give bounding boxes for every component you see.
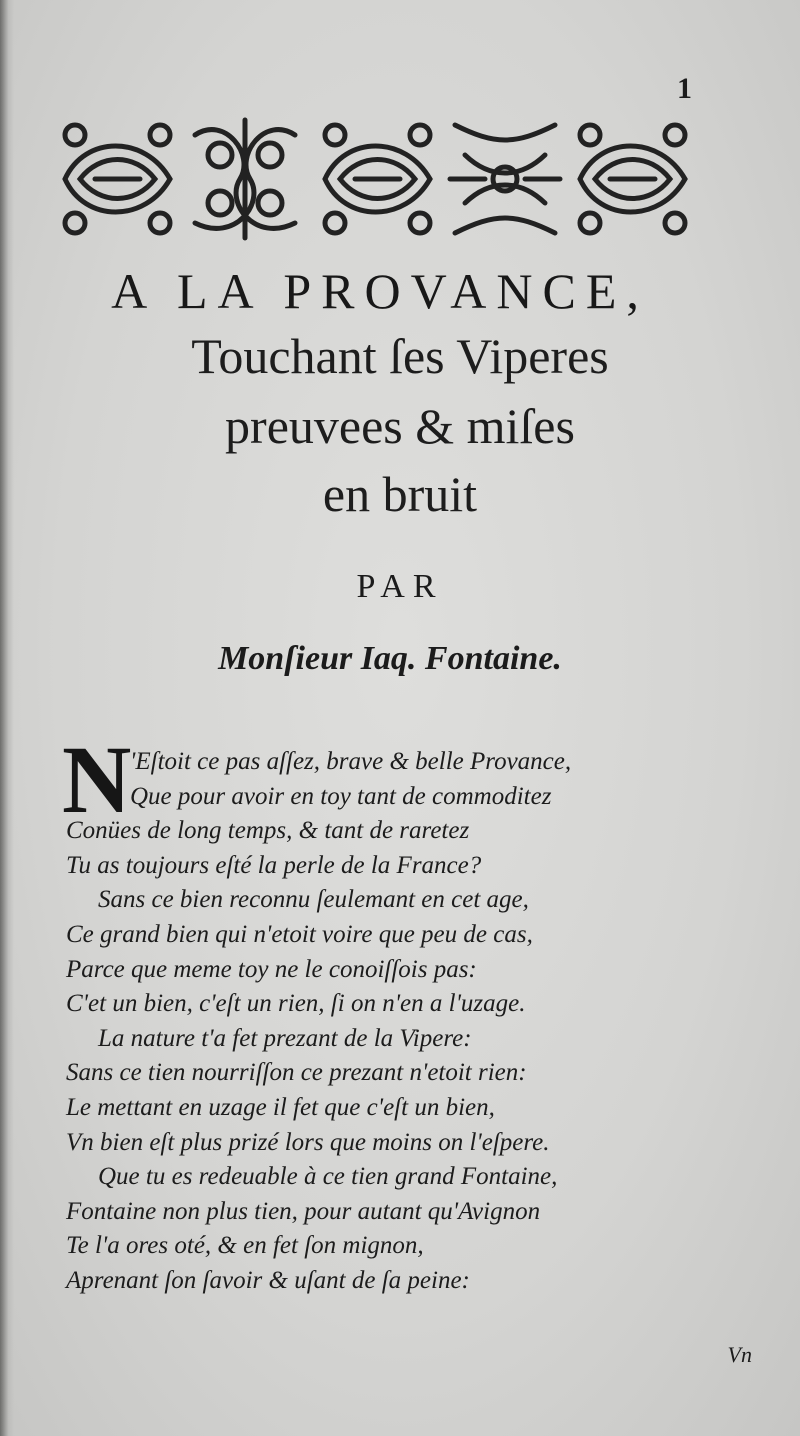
verse-line: Tu as toujours eſté la perle de la France? — [66, 851, 482, 879]
verse-line: Vn bien eſt plus prizé lors que moins on l'eſpere. — [66, 1128, 550, 1156]
verse-line: Fontaine non plus tien, pour autant qu'Avignon — [66, 1197, 541, 1225]
subtitle-line: Touchant ſes Viperes — [191, 328, 609, 384]
verse-line: La nature t'a fet prezant de la Vipere: — [98, 1024, 472, 1052]
verse-line: Aprenant ſon ſavoir & uſant de ſa peine: — [66, 1266, 470, 1294]
verse-line: 'Eſtoit ce pas aſſez, brave & belle Provance, — [130, 748, 572, 775]
verse-line: Te l'a ores oté, & en fet ſon mignon, — [66, 1232, 424, 1260]
verse-line: Que pour avoir en toy tant de commoditez — [130, 782, 552, 810]
subtitle-line: preuvees & miſes — [225, 398, 575, 454]
author-name: Monſieur Iaq. Fontaine. — [218, 640, 562, 677]
verse-line: Parce que meme toy ne le conoiſſois pas: — [66, 955, 477, 983]
poem-body — [66, 745, 766, 1299]
verse-line: Ce grand bien qui n'etoit voire que peu de cas, — [66, 920, 533, 948]
page-title: A LA PROVANCE, — [111, 263, 649, 319]
page-edge-shadow — [0, 0, 14, 1436]
verse-line: Sans ce tien nourriſſon ce prezant n'etoit rien: — [66, 1059, 527, 1087]
subtitle-line: en bruit — [322, 466, 478, 522]
by-line: PAR — [356, 568, 444, 605]
verse-line: Sans ce bien reconnu ſeulemant en cet age, — [98, 886, 529, 914]
page-number: 1 — [677, 72, 692, 105]
verse-line: C'et un bien, c'eſt un rien, ſi on n'en a l'uzage. — [66, 990, 526, 1018]
verse-line: Que tu es redeuable à ce tien grand Fontaine, — [98, 1163, 558, 1191]
verse-line: Conües de long temps, & tant de raretez — [66, 817, 470, 845]
drop-cap: N — [62, 726, 132, 833]
headpiece-ornament-icon — [55, 115, 700, 243]
verse-line: Le mettant en uzage il fet que c'eſt un bien, — [66, 1093, 495, 1121]
catchword: Vn — [727, 1342, 752, 1367]
